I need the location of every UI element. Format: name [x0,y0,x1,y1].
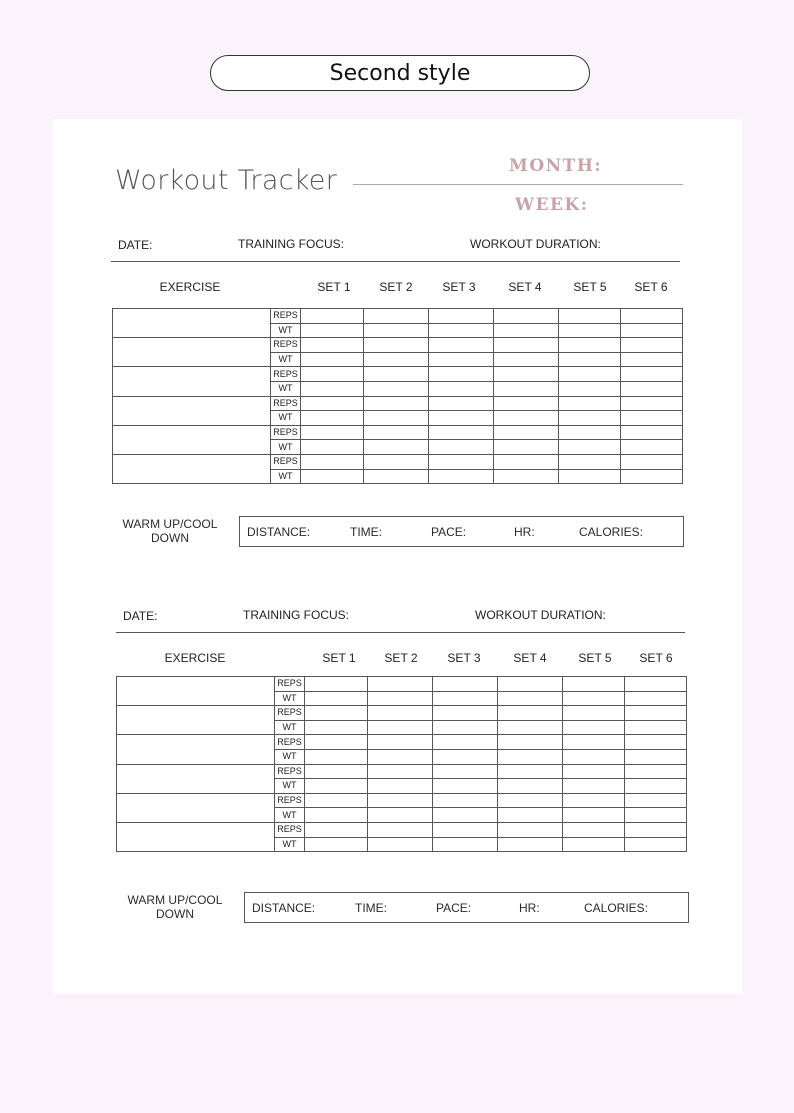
set-2-reps-cell[interactable] [368,793,433,808]
wt-tag: WT [271,440,301,455]
wt-tag: WT [275,779,305,794]
set-4-reps-cell[interactable] [494,338,559,353]
set-3-wt-cell[interactable] [429,323,494,338]
set-1-reps-cell[interactable] [301,338,364,353]
exercise-name-cell[interactable] [113,396,271,425]
set-1-reps-cell[interactable] [301,367,364,382]
set-5-reps-cell[interactable] [559,396,621,411]
set-6-reps-cell[interactable] [621,338,683,353]
set-3-wt-cell[interactable] [433,837,498,852]
set-4-wt-cell[interactable] [498,691,563,706]
time-label: TIME: [350,525,382,539]
set-1-wt-cell[interactable] [305,749,368,764]
workout-duration-label: WORKOUT DURATION: [470,237,601,251]
table-row [117,735,687,750]
set-3-reps-cell[interactable] [429,338,494,353]
warmup-label: WARM UP/COOL DOWN [122,517,218,545]
title-divider [353,184,683,185]
date-label: DATE: [118,238,153,252]
wt-tag: WT [271,411,301,426]
set-3-wt-cell[interactable] [429,469,494,484]
set-2-wt-cell[interactable] [368,691,433,706]
table-row [113,454,683,469]
set-5-reps-cell[interactable] [563,822,625,837]
set-4-reps-cell[interactable] [494,396,559,411]
wt-tag: WT [275,837,305,852]
set-6-reps-cell[interactable] [625,793,687,808]
reps-tag: REPS [275,677,305,692]
set-6-header: SET 6 [634,280,668,294]
set-4-reps-cell[interactable] [494,454,559,469]
set-3-reps-cell[interactable] [433,677,498,692]
set-1-reps-cell[interactable] [305,764,368,779]
set-6-wt-cell[interactable] [621,352,683,367]
warmup-fields-box [239,516,684,547]
wt-tag: WT [275,808,305,823]
set-2-reps-cell[interactable] [364,309,429,324]
set-6-reps-cell[interactable] [621,396,683,411]
set-3-reps-cell[interactable] [429,367,494,382]
set-3-wt-cell[interactable] [433,779,498,794]
set-2-reps-cell[interactable] [368,706,433,721]
exercise-column-header: EXERCISE [159,280,221,294]
set-5-reps-cell[interactable] [559,454,621,469]
exercise-log-table [112,308,683,484]
wt-tag: WT [271,469,301,484]
reps-tag: REPS [275,822,305,837]
set-5-wt-cell[interactable] [563,691,625,706]
set-2-wt-cell[interactable] [368,720,433,735]
set-4-reps-cell[interactable] [494,425,559,440]
set-5-reps-cell[interactable] [559,425,621,440]
training-focus-label: TRAINING FOCUS: [243,608,350,622]
session-header-rule [116,632,685,633]
set-2-wt-cell[interactable] [364,440,429,455]
set-4-reps-cell[interactable] [498,793,563,808]
reps-tag: REPS [275,706,305,721]
set-3-reps-cell[interactable] [429,454,494,469]
training-focus-label: TRAINING FOCUS: [238,237,345,251]
exercise-name-cell[interactable] [117,793,275,822]
set-5-wt-cell[interactable] [559,352,621,367]
set-2-wt-cell[interactable] [364,411,429,426]
set-5-wt-cell[interactable] [559,381,621,396]
reps-tag: REPS [271,367,301,382]
set-1-wt-cell[interactable] [301,323,364,338]
set-6-wt-cell[interactable] [625,808,687,823]
set-3-reps-cell[interactable] [429,425,494,440]
set-5-reps-cell[interactable] [563,735,625,750]
set-2-reps-cell[interactable] [364,425,429,440]
reps-tag: REPS [275,793,305,808]
set-1-reps-cell[interactable] [301,425,364,440]
distance-label: DISTANCE: [252,901,316,915]
set-2-wt-cell[interactable] [368,779,433,794]
set-1-reps-cell[interactable] [305,793,368,808]
warmup-label: WARM UP/COOL DOWN [127,893,223,921]
set-2-wt-cell[interactable] [368,837,433,852]
set-2-reps-cell[interactable] [364,454,429,469]
set-4-reps-cell[interactable] [494,367,559,382]
set-5-wt-cell[interactable] [563,808,625,823]
set-3-reps-cell[interactable] [433,822,498,837]
set-4-wt-cell[interactable] [494,411,559,426]
set-2-wt-cell[interactable] [364,469,429,484]
set-1-wt-cell[interactable] [305,691,368,706]
set-5-reps-cell[interactable] [563,677,625,692]
set-6-reps-cell[interactable] [621,367,683,382]
set-6-reps-cell[interactable] [625,735,687,750]
wt-tag: WT [275,720,305,735]
set-3-header: SET 3 [447,651,481,665]
set-4-reps-cell[interactable] [498,764,563,779]
set-4-wt-cell[interactable] [494,381,559,396]
set-1-reps-cell[interactable] [305,706,368,721]
exercise-name-cell[interactable] [113,367,271,396]
set-4-wt-cell[interactable] [494,352,559,367]
set-1-wt-cell[interactable] [301,381,364,396]
distance-label: DISTANCE: [247,525,311,539]
set-2-header: SET 2 [384,651,418,665]
set-4-wt-cell[interactable] [498,779,563,794]
set-6-reps-cell[interactable] [625,764,687,779]
set-4-wt-cell[interactable] [498,837,563,852]
month-field-label: MONTH: [509,156,603,176]
set-5-wt-cell[interactable] [559,411,621,426]
set-6-reps-cell[interactable] [625,822,687,837]
set-6-reps-cell[interactable] [625,677,687,692]
set-6-wt-cell[interactable] [625,691,687,706]
set-5-wt-cell[interactable] [559,323,621,338]
table-row [113,425,683,440]
set-2-reps-cell[interactable] [368,764,433,779]
set-5-wt-cell[interactable] [563,720,625,735]
set-6-header: SET 6 [639,651,673,665]
set-5-reps-cell[interactable] [563,706,625,721]
set-5-reps-cell[interactable] [559,367,621,382]
set-3-wt-cell[interactable] [433,749,498,764]
set-5-reps-cell[interactable] [563,764,625,779]
reps-tag: REPS [271,309,301,324]
set-6-wt-cell[interactable] [621,323,683,338]
pace-label: PACE: [436,901,472,915]
set-5-wt-cell[interactable] [563,837,625,852]
set-6-wt-cell[interactable] [625,779,687,794]
set-2-wt-cell[interactable] [364,381,429,396]
set-4-wt-cell[interactable] [498,720,563,735]
set-4-wt-cell[interactable] [498,808,563,823]
set-4-wt-cell[interactable] [498,749,563,764]
set-1-wt-cell[interactable] [305,779,368,794]
wt-tag: WT [271,352,301,367]
set-1-wt-cell[interactable] [305,720,368,735]
wt-tag: WT [275,749,305,764]
set-1-reps-cell[interactable] [305,822,368,837]
set-2-reps-cell[interactable] [368,822,433,837]
set-2-reps-cell[interactable] [364,367,429,382]
set-5-wt-cell[interactable] [563,749,625,764]
set-4-wt-cell[interactable] [494,469,559,484]
hr-label: HR: [519,901,540,915]
set-4-wt-cell[interactable] [494,323,559,338]
set-1-wt-cell[interactable] [301,469,364,484]
set-1-wt-cell[interactable] [301,411,364,426]
set-4-wt-cell[interactable] [494,440,559,455]
wt-tag: WT [271,381,301,396]
table-row [113,338,683,353]
set-4-header: SET 4 [508,280,542,294]
set-6-reps-cell[interactable] [621,309,683,324]
table-row [117,677,687,692]
set-4-reps-cell[interactable] [498,677,563,692]
set-3-reps-cell[interactable] [433,793,498,808]
set-1-header: SET 1 [322,651,356,665]
set-3-header: SET 3 [442,280,476,294]
set-4-reps-cell[interactable] [494,309,559,324]
set-3-wt-cell[interactable] [433,720,498,735]
set-4-reps-cell[interactable] [498,706,563,721]
wt-tag: WT [271,323,301,338]
set-6-reps-cell[interactable] [621,454,683,469]
set-5-header: SET 5 [578,651,612,665]
set-6-wt-cell[interactable] [625,837,687,852]
set-1-reps-cell[interactable] [301,454,364,469]
set-3-reps-cell[interactable] [433,764,498,779]
set-2-wt-cell[interactable] [368,808,433,823]
set-3-wt-cell[interactable] [429,411,494,426]
set-1-wt-cell[interactable] [301,440,364,455]
set-6-wt-cell[interactable] [621,381,683,396]
session-header-rule [111,261,680,262]
warmup-fields-box [244,892,689,923]
set-5-wt-cell[interactable] [559,440,621,455]
set-5-wt-cell[interactable] [563,779,625,794]
table-row [117,822,687,837]
workout-tracker-sheet [53,119,742,994]
exercise-name-cell[interactable] [117,706,275,735]
set-1-reps-cell[interactable] [301,396,364,411]
table-row [117,706,687,721]
wt-tag: WT [275,691,305,706]
set-3-reps-cell[interactable] [429,309,494,324]
reps-tag: REPS [271,425,301,440]
set-5-reps-cell[interactable] [559,309,621,324]
exercise-name-cell[interactable] [117,764,275,793]
set-1-reps-cell[interactable] [301,309,364,324]
pace-label: PACE: [431,525,467,539]
set-4-reps-cell[interactable] [498,822,563,837]
set-1-wt-cell[interactable] [301,352,364,367]
set-3-wt-cell[interactable] [429,381,494,396]
set-2-reps-cell[interactable] [364,338,429,353]
set-6-wt-cell[interactable] [621,440,683,455]
set-5-reps-cell[interactable] [559,338,621,353]
set-6-reps-cell[interactable] [621,425,683,440]
set-1-reps-cell[interactable] [305,735,368,750]
exercise-log-table [116,676,687,852]
set-3-wt-cell[interactable] [433,691,498,706]
set-1-reps-cell[interactable] [305,677,368,692]
calories-label: CALORIES: [584,901,649,915]
set-6-wt-cell[interactable] [625,749,687,764]
set-4-header: SET 4 [513,651,547,665]
set-4-reps-cell[interactable] [498,735,563,750]
date-label: DATE: [123,609,158,623]
set-2-wt-cell[interactable] [368,749,433,764]
set-3-reps-cell[interactable] [433,706,498,721]
set-1-wt-cell[interactable] [305,808,368,823]
table-row [113,309,683,324]
set-3-wt-cell[interactable] [429,440,494,455]
set-2-reps-cell[interactable] [368,735,433,750]
set-2-header: SET 2 [379,280,413,294]
reps-tag: REPS [275,764,305,779]
table-row [113,367,683,382]
reps-tag: REPS [271,396,301,411]
table-row [113,396,683,411]
set-6-reps-cell[interactable] [625,706,687,721]
set-6-wt-cell[interactable] [625,720,687,735]
set-1-wt-cell[interactable] [305,837,368,852]
hr-label: HR: [514,525,535,539]
reps-tag: REPS [275,735,305,750]
exercise-name-cell[interactable] [113,454,271,483]
page-title: Workout Tracker [115,165,338,196]
set-5-wt-cell[interactable] [559,469,621,484]
set-3-wt-cell[interactable] [429,352,494,367]
reps-tag: REPS [271,338,301,353]
set-2-wt-cell[interactable] [364,352,429,367]
set-2-reps-cell[interactable] [368,677,433,692]
exercise-name-cell[interactable] [113,309,271,338]
exercise-name-cell[interactable] [113,338,271,367]
exercise-name-cell[interactable] [117,822,275,851]
exercise-name-cell[interactable] [117,677,275,706]
set-3-reps-cell[interactable] [429,396,494,411]
exercise-name-cell[interactable] [113,425,271,454]
set-2-wt-cell[interactable] [364,323,429,338]
set-6-wt-cell[interactable] [621,411,683,426]
set-3-wt-cell[interactable] [433,808,498,823]
week-field-label: WEEK: [515,195,589,215]
workout-duration-label: WORKOUT DURATION: [475,608,606,622]
calories-label: CALORIES: [579,525,644,539]
set-2-reps-cell[interactable] [364,396,429,411]
reps-tag: REPS [271,454,301,469]
set-1-header: SET 1 [317,280,351,294]
set-6-wt-cell[interactable] [621,469,683,484]
exercise-name-cell[interactable] [117,735,275,764]
table-row [117,793,687,808]
set-5-reps-cell[interactable] [563,793,625,808]
banner-style-label: Second style [210,55,590,91]
exercise-column-header: EXERCISE [164,651,226,665]
time-label: TIME: [355,901,387,915]
table-row [117,764,687,779]
set-5-header: SET 5 [573,280,607,294]
set-3-reps-cell[interactable] [433,735,498,750]
